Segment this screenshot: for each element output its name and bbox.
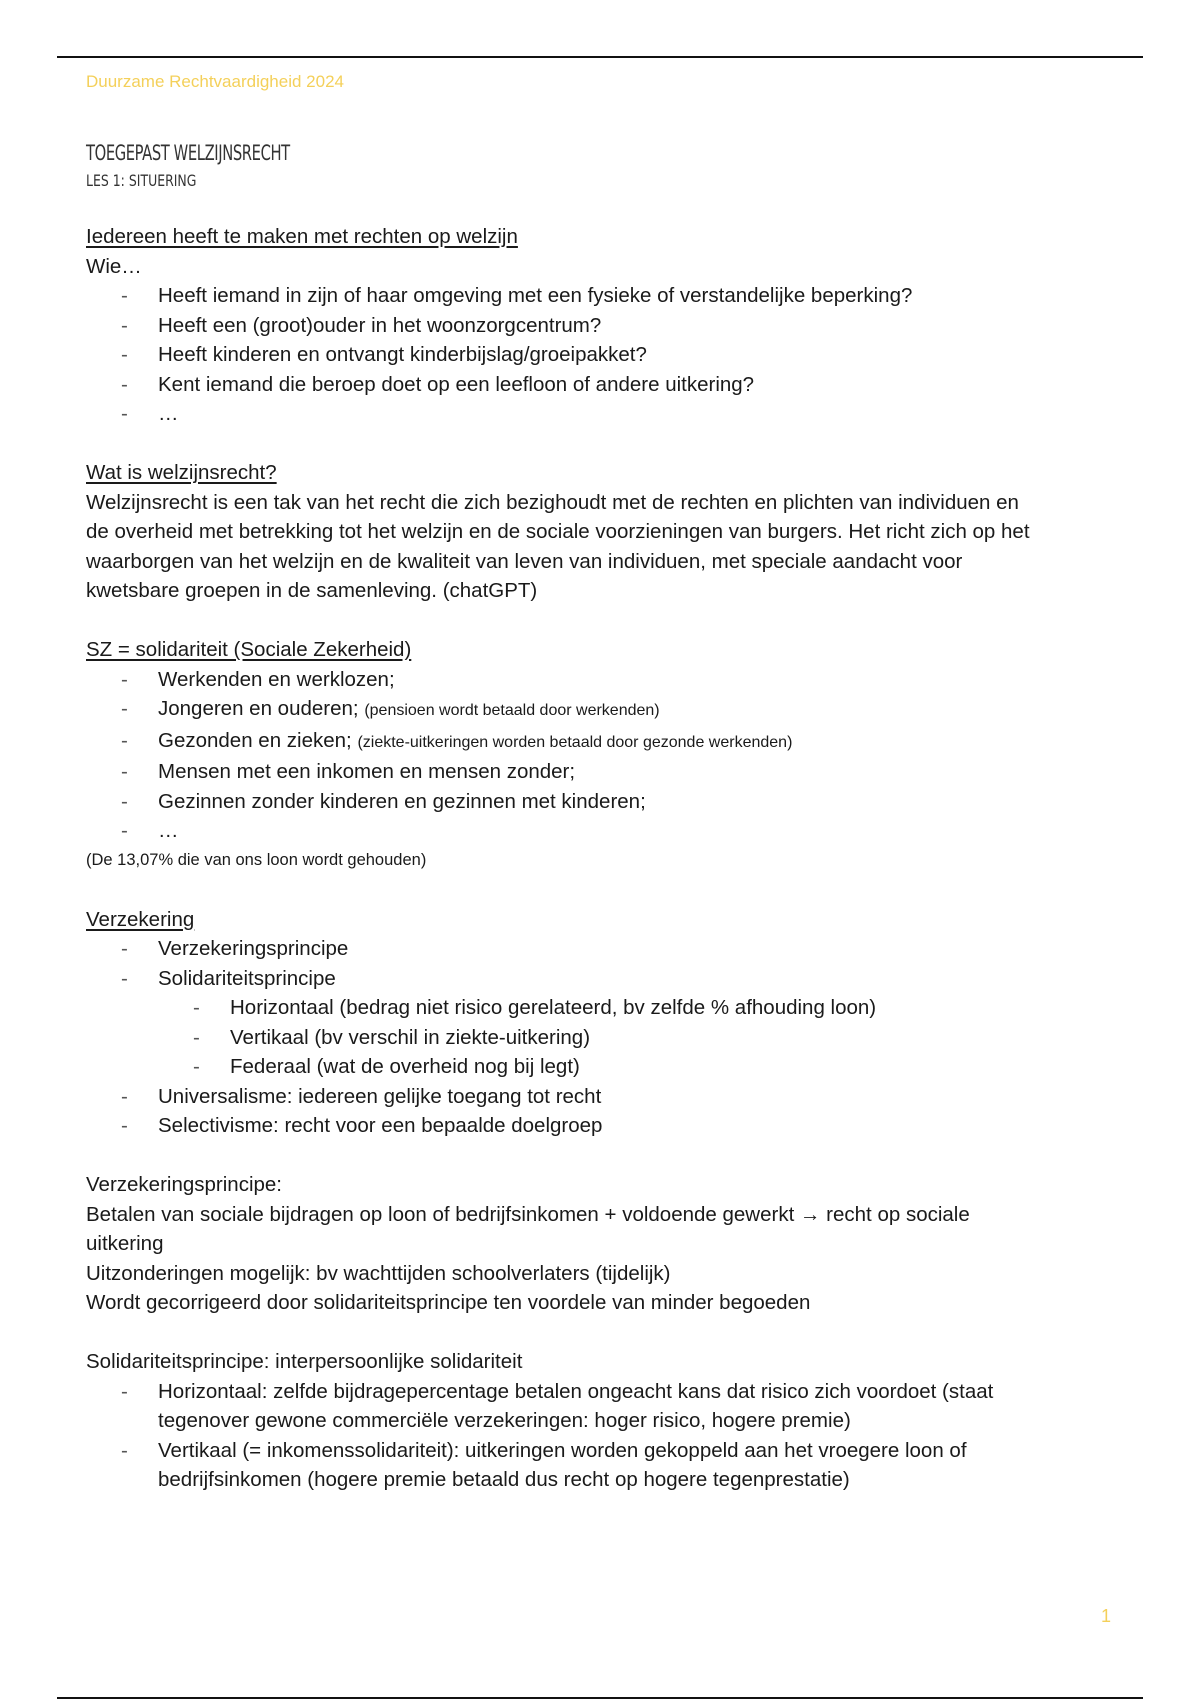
- list-item: - Horizontaal: zelfde bijdragepercentage betalen ongeacht kans dat risico zich voordoet (staat tegenover gewone commerciële verzekeringen: hoger risico, hogere premie): [86, 1377, 1126, 1436]
- bottom-rule: [57, 1697, 1143, 1699]
- list-item: - Universalisme: iedereen gelijke toegang tot recht: [86, 1082, 1126, 1112]
- section-heading: Iedereen heeft te maken met rechten op welzijn: [86, 225, 518, 248]
- list-item-note: (ziekte-uitkeringen worden betaald door gezonde werkenden): [357, 733, 793, 751]
- paragraph-line: kwetsbare groepen in de samenleving. (chatGPT): [86, 579, 538, 602]
- list-item: - Werkenden en werklozen;: [86, 665, 1126, 695]
- list-item: - Gezinnen zonder kinderen en gezinnen met kinderen;: [86, 787, 1126, 817]
- list-item: - Gezonden en zieken; (ziekte-uitkeringen worden betaald door gezonde werkenden): [86, 726, 1126, 758]
- list-item: - Kent iemand die beroep doet op een leefloon of andere uitkering?: [86, 370, 1126, 400]
- list-item: - Horizontaal (bedrag niet risico gerelateerd, bv zelfde % afhouding loon): [86, 993, 1126, 1023]
- section-heading: SZ = solidariteit (Sociale Zekerheid): [86, 638, 412, 661]
- paragraph-line: Welzijnsrecht is een tak van het recht die zich bezighoudt met de rechten en plichten van individuen en: [86, 490, 1019, 514]
- bullet-list: [86, 1082, 1126, 1141]
- bullet-list: [86, 281, 1126, 429]
- document-subtitle: LES 1: SITUERING: [86, 171, 197, 190]
- paragraph-line: waarborgen van het welzijn en de kwaliteit van leven van individuen, met speciale aandacht voor: [86, 549, 963, 573]
- list-item: - Selectivisme: recht voor een bepaalde doelgroep: [86, 1111, 1126, 1141]
- document-body: [86, 222, 1126, 1495]
- list-item: - Federaal (wat de overheid nog bij legt): [86, 1052, 1126, 1082]
- list-item: - Jongeren en ouderen; (pensioen wordt betaald door werkenden): [86, 694, 1126, 726]
- list-item: - Vertikaal (bv verschil in ziekte-uitkering): [86, 1023, 1126, 1053]
- paragraph-line: uitkering: [86, 1232, 164, 1255]
- document-page: [86, 72, 1126, 1495]
- list-item: - Solidariteitsprincipe: [86, 964, 1126, 994]
- bullet-list: [86, 934, 1126, 993]
- bullet-list: [86, 665, 1126, 846]
- footnote: (De 13,07% die van ons loon wordt gehouden): [86, 850, 427, 869]
- list-item: - Mensen met een inkomen en mensen zonder;: [86, 757, 1126, 787]
- paragraph-line: de overheid met betrekking tot het welzijn en de sociale voorzieningen van burgers. Het richt zich op het: [86, 520, 1030, 543]
- list-item: - Vertikaal (= inkomenssolidariteit): uitkeringen worden gekoppeld aan het vroegere loon of bedrijfsinkomen (hogere premie betaald dus recht op hogere tegenprestatie): [86, 1436, 1126, 1495]
- section-heading: Wat is welzijnsrecht?: [86, 461, 277, 484]
- paragraph: Wie…: [86, 254, 142, 278]
- running-header: Duurzame Rechtvaardigheid 2024: [86, 72, 344, 91]
- list-item: - Verzekeringsprincipe: [86, 934, 1126, 964]
- paragraph-line: Uitzonderingen mogelijk: bv wachttijden schoolverlaters (tijdelijk): [86, 1261, 671, 1285]
- top-rule: [57, 56, 1143, 58]
- paragraph-line: Wordt gecorrigeerd door solidariteitsprincipe ten voordele van minder begoeden: [86, 1291, 811, 1314]
- list-item: - …: [86, 399, 1126, 429]
- document-title: TOEGEPAST WELZIJNSRECHT: [86, 141, 290, 165]
- list-item: - …: [86, 816, 1126, 846]
- nested-bullet-list: [86, 993, 1126, 1082]
- paragraph-line: Betalen van sociale bijdragen op loon of bedrijfsinkomen + voldoende gewerkt → recht op sociale: [86, 1202, 970, 1226]
- section-heading: Verzekeringsprincipe:: [86, 1173, 282, 1196]
- list-item: - Heeft kinderen en ontvangt kinderbijslag/groeipakket?: [86, 340, 1126, 370]
- page-number: 1: [1101, 1606, 1112, 1626]
- section-heading: Solidariteitsprincipe: interpersoonlijke solidariteit: [86, 1350, 523, 1373]
- bullet-list: [86, 1377, 1126, 1495]
- list-item: - Heeft iemand in zijn of haar omgeving met een fysieke of verstandelijke beperking?: [86, 281, 1126, 311]
- list-item-note: (pensioen wordt betaald door werkenden): [364, 702, 660, 719]
- section-heading: Verzekering: [86, 907, 195, 931]
- list-item: - Heeft een (groot)ouder in het woonzorgcentrum?: [86, 311, 1126, 341]
